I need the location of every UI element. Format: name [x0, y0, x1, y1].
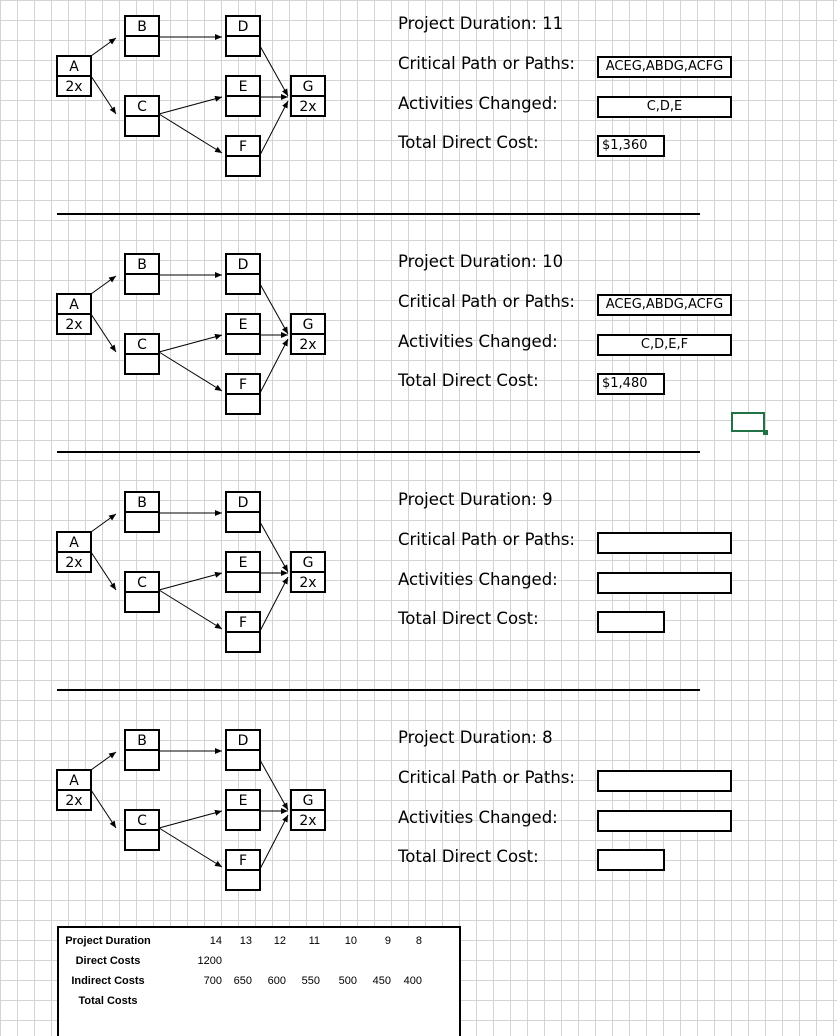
table-cell[interactable]: 9 [384, 935, 391, 947]
edge-a-c [91, 790, 116, 828]
node-label: F [238, 139, 248, 155]
node-multiplier: 2x [299, 337, 317, 353]
node-d [226, 16, 260, 56]
node-label: D [237, 733, 249, 749]
table-row [59, 971, 459, 991]
activities-changed-field[interactable] [597, 572, 732, 594]
node-g [291, 552, 325, 592]
node-g [291, 76, 325, 116]
node-label: A [69, 297, 79, 313]
node-e [226, 314, 260, 354]
critical-paths-field[interactable]: ACEG,ABDG,ACFG [597, 56, 732, 78]
row-header: Total Costs [78, 995, 138, 1007]
edge-c-e [159, 811, 222, 828]
node-c [125, 572, 159, 612]
activities-changed-field[interactable] [597, 810, 732, 832]
project-duration: Project Duration: 8 [398, 728, 553, 747]
node-a [57, 770, 91, 810]
edge-c-f [159, 590, 222, 629]
project-section [0, 238, 837, 476]
table-row [59, 991, 459, 1011]
node-b [125, 492, 159, 532]
node-label: C [137, 99, 147, 115]
table-cell[interactable]: 400 [403, 975, 422, 987]
node-label: G [302, 555, 314, 571]
activities-changed-label: Activities Changed: [398, 570, 558, 589]
network-diagram [0, 238, 390, 476]
edge-d-g [260, 760, 288, 810]
network-diagram [0, 476, 390, 714]
section-divider [57, 451, 700, 453]
cost-table [57, 926, 461, 1036]
total-direct-cost-label: Total Direct Cost: [398, 847, 539, 866]
row-header: Indirect Costs [71, 975, 145, 987]
node-multiplier: 2x [65, 317, 83, 333]
node-d [226, 730, 260, 770]
node-a [57, 532, 91, 572]
node-f [226, 374, 260, 414]
node-label: B [137, 19, 147, 35]
table-cell[interactable]: 10 [344, 935, 357, 947]
project-duration: Project Duration: 9 [398, 490, 553, 509]
node-label: F [238, 615, 248, 631]
table-cell[interactable]: 11 [308, 935, 320, 947]
table-cell[interactable]: 13 [239, 935, 252, 947]
node-d [226, 254, 260, 294]
critical-path-label: Critical Path or Paths: [398, 292, 575, 311]
edge-a-b [91, 276, 116, 294]
node-c [125, 810, 159, 850]
node-d [226, 492, 260, 532]
edge-c-f [159, 114, 222, 153]
node-label: G [302, 793, 314, 809]
node-multiplier: 2x [65, 555, 83, 571]
critical-paths-field[interactable]: ACEG,ABDG,ACFG [597, 294, 732, 316]
node-label: E [238, 317, 248, 333]
node-label: D [237, 257, 249, 273]
node-label: E [238, 793, 248, 809]
network-diagram [0, 0, 390, 238]
activities-changed-label: Activities Changed: [398, 94, 558, 113]
activities-changed-label: Activities Changed: [398, 332, 558, 351]
table-cell[interactable]: 500 [338, 975, 357, 987]
node-label: A [69, 773, 79, 789]
project-duration: Project Duration: 11 [398, 14, 564, 33]
project-section [0, 714, 837, 952]
node-label: G [302, 79, 314, 95]
node-label: A [69, 535, 79, 551]
edge-f-g [260, 815, 288, 869]
node-a [57, 294, 91, 334]
node-label: D [237, 19, 249, 35]
row-header: Project Duration [65, 935, 151, 947]
project-section [0, 0, 837, 238]
table-row [59, 951, 459, 971]
node-label: B [137, 495, 147, 511]
node-g [291, 790, 325, 830]
table-cell[interactable]: 1200 [197, 955, 222, 967]
total-direct-cost-field[interactable] [597, 849, 665, 871]
node-b [125, 730, 159, 770]
node-f [226, 850, 260, 890]
total-direct-cost-field[interactable] [597, 611, 665, 633]
table-cell[interactable]: 450 [372, 975, 391, 987]
node-label: B [137, 733, 147, 749]
node-b [125, 16, 159, 56]
node-e [226, 76, 260, 116]
activities-changed-field[interactable]: C,D,E [597, 96, 732, 118]
node-label: F [238, 853, 248, 869]
node-b [125, 254, 159, 294]
critical-path-label: Critical Path or Paths: [398, 54, 575, 73]
table-cell[interactable]: 12 [273, 935, 286, 947]
total-direct-cost-label: Total Direct Cost: [398, 609, 539, 628]
edge-a-b [91, 514, 116, 532]
critical-path-label: Critical Path or Paths: [398, 530, 575, 549]
edge-a-b [91, 38, 116, 56]
section-divider [57, 213, 700, 215]
edge-a-c [91, 314, 116, 352]
node-label: B [137, 257, 147, 273]
edge-f-g [260, 339, 288, 393]
table-cell[interactable]: 650 [233, 975, 252, 987]
node-f [226, 136, 260, 176]
edge-c-f [159, 828, 222, 867]
activities-changed-label: Activities Changed: [398, 808, 558, 827]
table-cell[interactable]: 14 [209, 935, 222, 947]
section-info [398, 476, 828, 676]
node-g [291, 314, 325, 354]
node-multiplier: 2x [299, 575, 317, 591]
node-label: F [238, 377, 248, 393]
node-multiplier: 2x [65, 79, 83, 95]
node-label: E [238, 79, 248, 95]
edge-c-e [159, 335, 222, 352]
node-label: C [137, 337, 147, 353]
node-label: E [238, 555, 248, 571]
critical-paths-field[interactable] [597, 532, 732, 554]
node-label: G [302, 317, 314, 333]
edge-a-c [91, 552, 116, 590]
edge-c-e [159, 573, 222, 590]
node-e [226, 790, 260, 830]
total-direct-cost-label: Total Direct Cost: [398, 133, 539, 152]
section-divider [57, 689, 700, 691]
row-header: Direct Costs [75, 955, 141, 967]
edge-c-f [159, 352, 222, 391]
edge-a-b [91, 752, 116, 770]
edge-d-g [260, 284, 288, 334]
section-info [398, 238, 828, 438]
project-section [0, 476, 837, 714]
node-c [125, 334, 159, 374]
table-cell[interactable]: 550 [301, 975, 320, 987]
edge-d-g [260, 46, 288, 96]
total-direct-cost-field[interactable]: $1,360 [597, 135, 665, 157]
table-cell[interactable]: 8 [415, 935, 422, 947]
node-label: A [69, 59, 79, 75]
node-multiplier: 2x [299, 99, 317, 115]
table-row [59, 931, 459, 951]
edge-c-e [159, 97, 222, 114]
project-duration: Project Duration: 10 [398, 252, 564, 271]
node-c [125, 96, 159, 136]
node-e [226, 552, 260, 592]
node-a [57, 56, 91, 96]
node-label: D [237, 495, 249, 511]
node-label: C [137, 575, 147, 591]
node-label: C [137, 813, 147, 829]
node-multiplier: 2x [299, 813, 317, 829]
table-cell[interactable]: 700 [203, 975, 222, 987]
edge-f-g [260, 101, 288, 155]
node-f [226, 612, 260, 652]
fill-handle[interactable] [763, 430, 768, 435]
node-multiplier: 2x [65, 793, 83, 809]
section-info [398, 0, 828, 200]
table-cell[interactable]: 600 [267, 975, 286, 987]
edge-d-g [260, 522, 288, 572]
critical-paths-field[interactable] [597, 770, 732, 792]
activities-changed-field[interactable]: C,D,E,F [597, 334, 732, 356]
edge-a-c [91, 76, 116, 114]
section-info [398, 714, 828, 914]
total-direct-cost-field[interactable]: $1,480 [597, 373, 665, 395]
critical-path-label: Critical Path or Paths: [398, 768, 575, 787]
selected-cell[interactable] [731, 412, 765, 432]
edge-f-g [260, 577, 288, 631]
network-diagram [0, 714, 390, 952]
total-direct-cost-label: Total Direct Cost: [398, 371, 539, 390]
